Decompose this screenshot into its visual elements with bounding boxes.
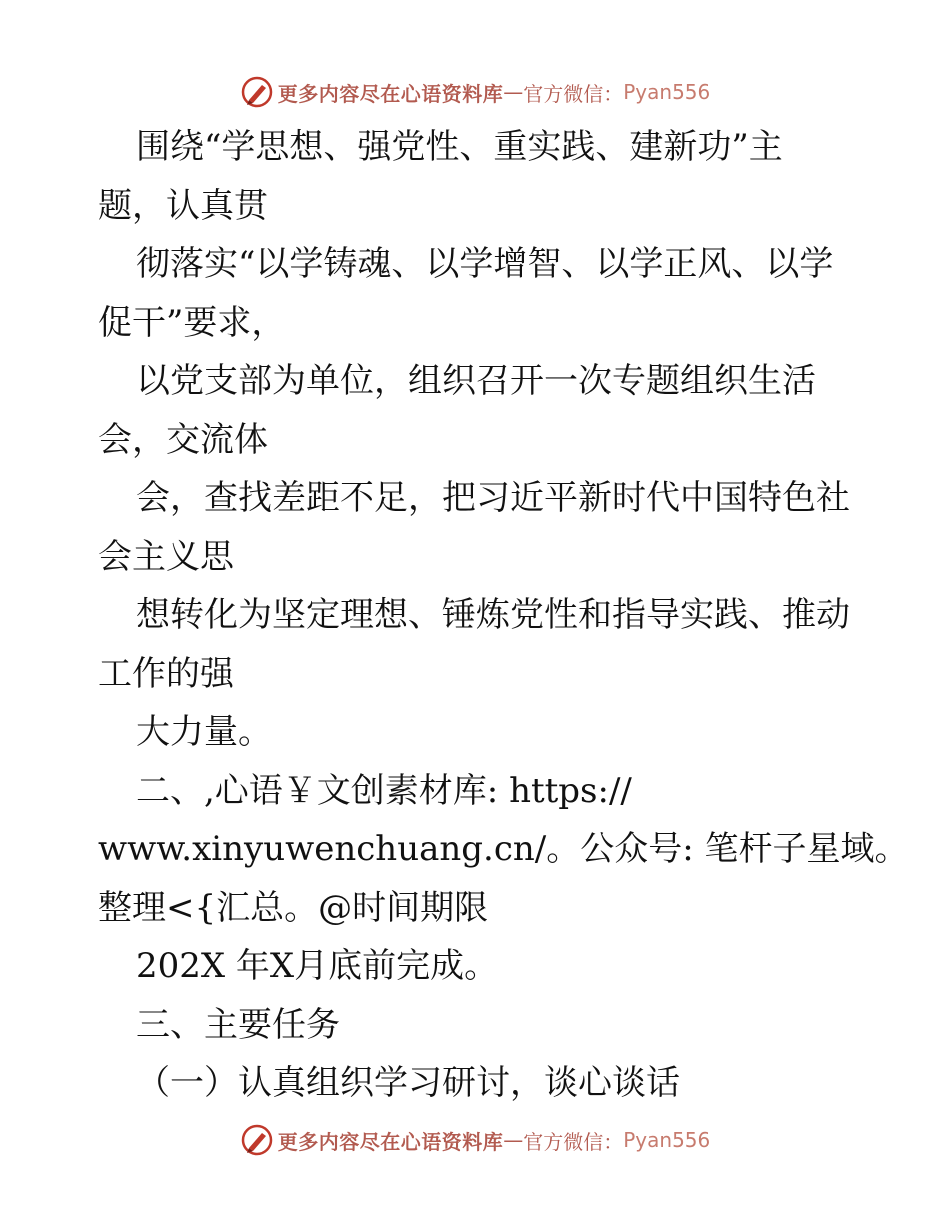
section-heading: 三、主要任务 [136,1004,340,1045]
body-line: 想转化为坚定理想、锤炼党性和指导实践、推动 [136,595,850,635]
banner-handle: Pyan556 [623,80,711,104]
body-line: 以党支部为单位，组织召开一次专题组织生活 [136,361,816,401]
banner-suffix: 官方微信： [523,1129,624,1154]
body-line: 题，认真贯 [98,185,268,226]
body-line: 大力量。 [136,712,272,752]
banner-prefix: 更多内容尽在心语资料库 [277,81,504,106]
header-banner [0,72,950,112]
body-line: 会，查找差距不足，把习近平新时代中国特色社 [136,478,850,518]
pen-logo-icon [240,75,274,109]
body-line: 工作的强 [98,653,234,694]
body-line: 整理<{汇总。@时间期限 [98,887,489,928]
banner-dash: — [503,80,524,104]
body-line: www.xinyuwenchuang.cn/。公众号: 笔杆子星域。 [98,829,909,869]
banner-prefix: 更多内容尽在心语资料库 [277,1129,504,1154]
body-line: 会主义思 [98,536,234,577]
body-line: 二、,心语￥文创素材库: https:// [136,770,632,811]
banner-suffix: 官方微信： [523,81,624,106]
footer-banner [0,1120,950,1160]
body-line: 彻落实“以学铸魂、以学增智、以学正风、以学 [136,244,834,284]
pen-logo-icon [240,1123,274,1157]
body-line: 202X 年X月底前完成。 [136,946,499,986]
body-line: 会，交流体 [98,419,268,460]
body-line: 促干”要求， [98,302,286,343]
subsection-heading: （一）认真组织学习研讨，谈心谈话 [136,1063,680,1103]
body-line: 围绕“学思想、强党性、重实践、建新功”主 [136,127,783,167]
banner-dash: — [503,1128,524,1152]
document-body [98,118,909,1113]
banner-handle: Pyan556 [623,1128,711,1152]
